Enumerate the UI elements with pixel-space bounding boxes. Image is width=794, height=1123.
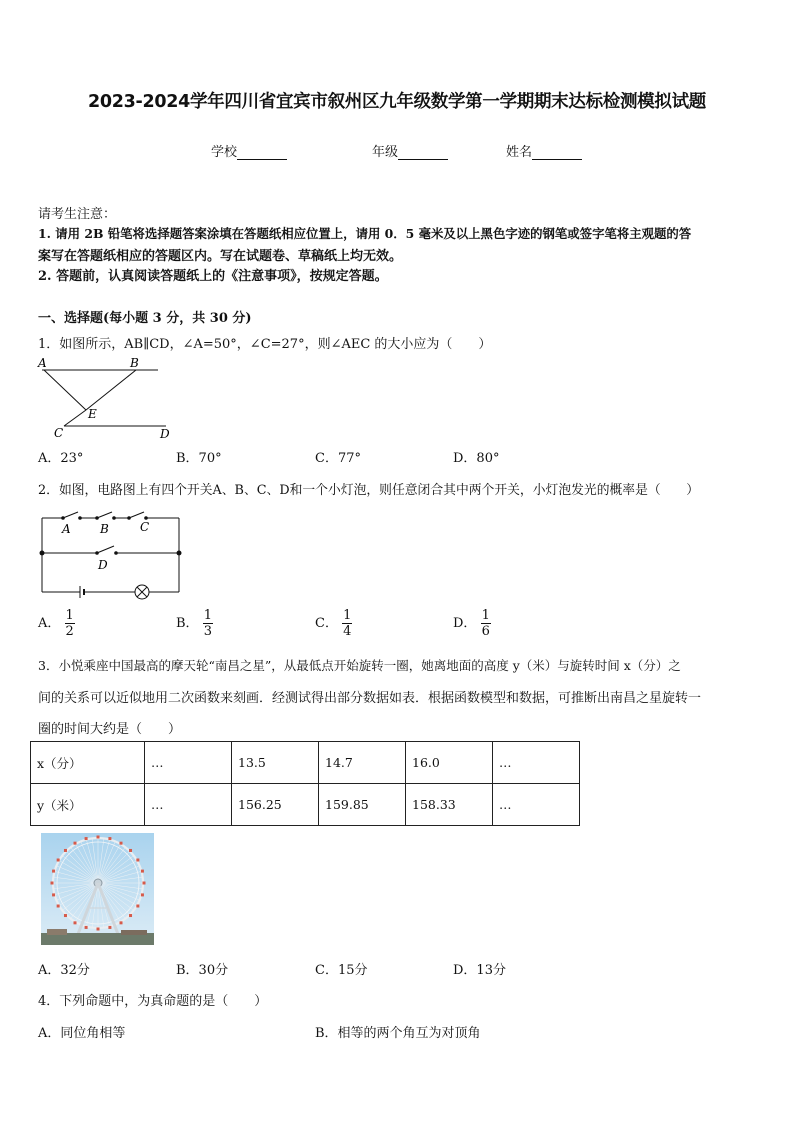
table-row	[31, 784, 580, 826]
q1-option-c: C．77°	[315, 451, 361, 466]
label-b: B	[130, 356, 139, 370]
q1-stem: 1．如图所示，AB∥CD，∠A=50°，∠C=27°，则∠AEC 的大小应为（ ）	[38, 337, 492, 352]
fraction: $\frac{1}{4}$	[343, 608, 352, 639]
table-cell: 158.33	[406, 784, 493, 826]
q1-figure	[34, 354, 174, 444]
q2-option-b: B． $\frac{1}{3}$	[176, 608, 212, 639]
name-field	[506, 141, 582, 160]
q3-stem-line-2: 间的关系可以近似地用二次函数来刻画．经测试得出部分数据如表．根据函数模型和数据，可推断出南昌之星旋转一	[38, 691, 702, 706]
q2-stem: 2．如图，电路图上有四个开关A、B、C、D和一个小灯泡，则任意闭合其中两个开关，小灯泡发光的概率是（ ）	[38, 483, 700, 498]
q3-data-table	[30, 741, 580, 826]
q3-option-d: D．13分	[453, 963, 506, 978]
q4-option-b: B．相等的两个角互为对顶角	[315, 1026, 481, 1041]
line-ec	[64, 410, 86, 426]
label-a: A	[38, 356, 47, 370]
table-cell: 16.0	[406, 742, 493, 784]
switch-b-blade	[97, 512, 112, 518]
building-left	[47, 929, 67, 935]
notice-line-1b: 案写在答题纸相应的答题区内。写在试题卷、草稿纸上均无效。	[38, 249, 403, 264]
table-cell: …	[145, 742, 232, 784]
q2-option-d: D． $\frac{1}{6}$	[453, 608, 490, 639]
q1-option-a: A．23°	[38, 451, 84, 466]
grade-field	[372, 141, 448, 160]
table-cell: …	[145, 784, 232, 826]
name-label: 姓名	[506, 145, 533, 160]
notice-line-2: 2. 答题前，认真阅读答题纸上的《注意事项》，按规定答题。	[38, 269, 388, 284]
line-ae	[44, 370, 86, 410]
table-cell: …	[493, 742, 580, 784]
q3-option-b: B．30分	[176, 963, 229, 978]
q4-option-a: A．同位角相等	[38, 1026, 126, 1041]
table-cell: 156.25	[232, 784, 319, 826]
grade-label: 年级	[372, 145, 399, 160]
q3-stem-line-3: 圈的时间大约是（ ）	[38, 722, 182, 737]
table-cell: x（分）	[31, 742, 145, 784]
switch-d-blade	[97, 546, 114, 553]
switch-label-a: A	[62, 522, 71, 536]
fraction: $\frac{1}{3}$	[203, 608, 212, 639]
q1-option-d: D．80°	[453, 451, 500, 466]
q2-option-a: A． $\frac{1}{2}$	[38, 608, 74, 639]
switch-label-d: D	[98, 558, 108, 572]
table-row	[31, 742, 580, 784]
fraction: $\frac{1}{2}$	[65, 608, 74, 639]
q3-option-a: A．32分	[38, 963, 90, 978]
q2-circuit	[34, 504, 186, 600]
label-e: E	[88, 407, 97, 421]
page-title: 2023-2024学年四川省宜宾市叙州区九年级数学第一学期期末达标检测模拟试题	[88, 92, 706, 112]
grade-blank	[398, 147, 448, 160]
table-cell: 159.85	[319, 784, 406, 826]
school-blank	[237, 147, 287, 160]
notice-line-1: 1. 请用 2B 铅笔将选择题答案涂填在答题纸相应位置上，请用 0．5 毫米及以上黑色字迹的钢笔或签字笔将主观题的答	[38, 226, 692, 241]
switch-label-b: B	[100, 522, 109, 536]
table-cell: …	[493, 784, 580, 826]
label-d: D	[160, 427, 170, 441]
switch-c-blade	[129, 512, 144, 518]
table-cell: 14.7	[319, 742, 406, 784]
school-label: 学校	[211, 145, 238, 160]
table-cell: 13.5	[232, 742, 319, 784]
school-field	[211, 141, 287, 160]
q2-option-c: C． $\frac{1}{4}$	[315, 608, 352, 639]
q1-option-b: B．70°	[176, 451, 222, 466]
line-be	[86, 370, 136, 410]
building-right	[121, 930, 147, 935]
name-blank	[532, 147, 582, 160]
q4-stem: 4．下列命题中，为真命题的是（ ）	[38, 994, 268, 1009]
q3-stem-line-1: 3．小悦乘座中国最高的摩天轮“南昌之星”，从最低点开始旋转一圈，她离地面的高度 y（米）与旋转时间 x（分）之	[38, 658, 681, 673]
fraction: $\frac{1}{6}$	[481, 608, 490, 639]
switch-label-c: C	[140, 520, 150, 534]
q3-option-c: C．15分	[315, 963, 368, 978]
section-heading: 一、选择题(每小题 3 分，共 30 分)	[38, 311, 252, 326]
notice-heading: 请考生注意：	[38, 207, 117, 222]
ferris-wheel-photo	[41, 833, 154, 945]
table-cell: y（米）	[31, 784, 145, 826]
switch-a-blade	[63, 512, 78, 518]
label-c: C	[54, 426, 64, 440]
